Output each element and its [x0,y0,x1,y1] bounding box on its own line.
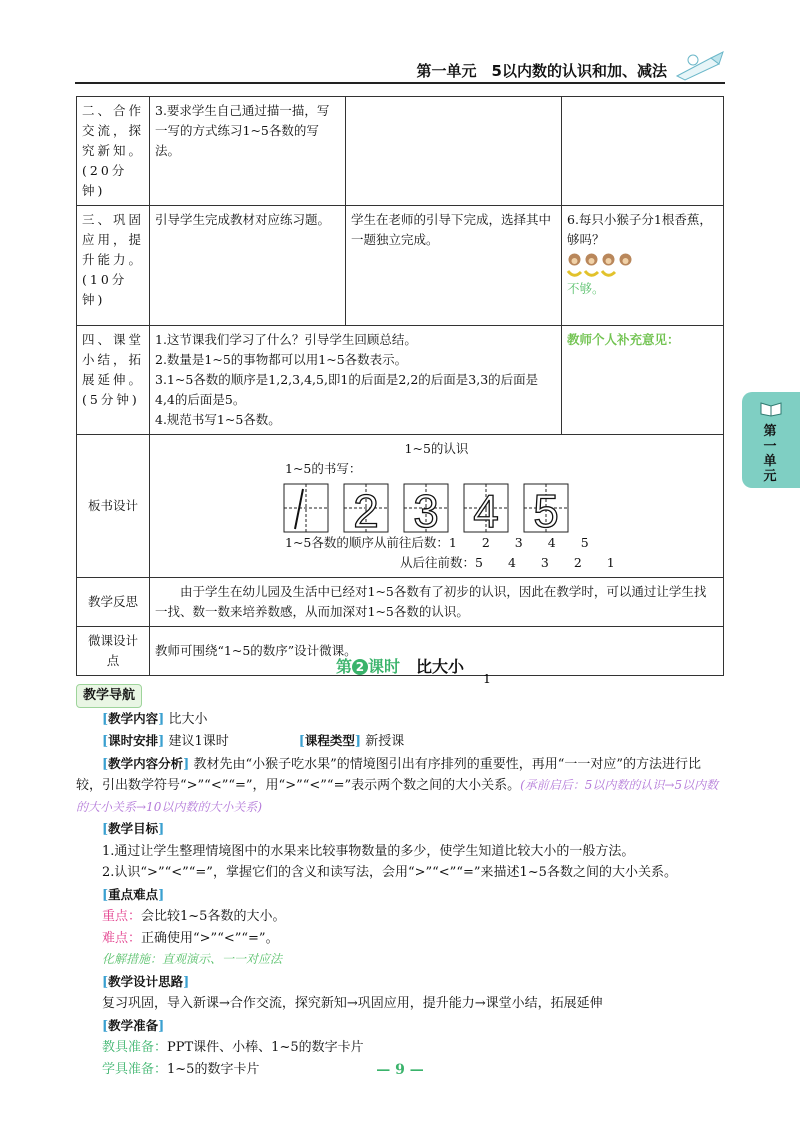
banana-icon [567,269,582,279]
content-value: 比大小 [168,711,208,727]
digit-4: 4 [473,485,499,537]
teacher-note-label: 教师个人补充意见： [567,332,680,347]
type-label: 课程类型 [304,733,355,748]
design-label: 教学设计思路 [108,973,184,989]
tab-label: 第一单元 [763,424,777,484]
bananas-illustration [567,269,718,279]
monkey-icon [567,252,582,267]
digit-3-tile [403,483,449,537]
reflect-text: 由于学生在幼儿园及生活中已经对1~5各数有了初步的认识，因此在教学时，可以通过让学生找一找、数一数来培养数感，从而加深对1~5各数的认识。 [150,578,724,627]
stage-cell: 二、合作交流，探究新知。(20分钟) [77,97,150,206]
monkeys-illustration [567,252,718,267]
key-label: 重点难点 [108,886,159,902]
teacher-prep-tag: 教具准备： [102,1040,168,1055]
design-cell [562,206,724,326]
table-row [77,206,724,326]
micro-text: 教师可围绕“1~5的数序”设计微课。 [150,627,724,676]
summary-item: 3.1~5各数的顺序是1,2,3,4,5,即1的后面是2,2的后面是3,3的后面是4,4的后面是5。 [155,372,539,407]
teaching-guide: 教学导航 [教学内容] 比大小 [课时安排] 建议1课时 [课程类型] 新授课 [教学内容分析] 教材先由“小猴子吃水果”的情境图引出有序排列的重要性，再用“一一对应”的方法进行比较，引出数学符号“>”“<”“=”，用“>”“<”“=”表示两个数之间的大小关系。(承前启后：5以内数的认识→5以内数的大小关系→10以内数的大小关系) [教学目标] 1.通过让学生整理情境图中的水果来比较事物数量的多少，使学生知道比较大小的一般方法。 2.认识“>”“<”“=”，掌握它们的含义和读写法，会用“>”“<”“=”来描述1~5各数之间的大小关系。 [重点难点] 重点：会比较1~5各数的大小。 难点：正确使用“>”“<”“=”。 化解措施：直观演示、一一对应法 [教学设计思路] 复习巩固，导入新课→合作交流，探究新知→巩固应用，提升能力→课堂小结，拓展延伸 [教学准备] 教具准备：PPT课件、小棒、1~5的数字卡片 学具准备：1~5的数字卡片 [76,684,724,1080]
strategy-note: 化解措施：直观演示、一一对应法 [102,952,283,966]
design-text: 复习巩固，导入新课→合作交流，探究新知→巩固应用，提升能力→课堂小结，拓展延伸 [102,996,603,1011]
goal-item: 2.认识“>”“<”“=”，掌握它们的含义和读写法，会用“>”“<”“=”来描述1~5各数之间的大小关系。 [102,865,677,880]
banana-icon [601,269,616,279]
stage-cell: 三、巩固应用，提升能力。(10分钟) [77,206,150,326]
table-row [77,435,724,578]
monkey-icon [601,252,616,267]
digit-2: 2 [353,485,379,537]
digit-1: 1 [483,671,491,686]
unit-side-tab [742,392,800,488]
analysis-label: 教学内容分析 [108,755,184,771]
digit-2-tile [343,483,389,537]
micro-label: 微课设计点 [77,627,150,676]
design-cell [562,97,724,206]
key-point-tag: 重点： [102,909,142,924]
student-prep-tag: 学具准备： [102,1061,168,1077]
difficulty: 正确使用“>”“<”“=”。 [141,930,279,946]
teacher-cell: 引导学生完成教材对应练习题。 [150,206,346,326]
monkey-icon [618,252,633,267]
order-forward: 1~5各数的顺序从前往后数：1 2 3 4 5 [285,535,589,550]
lesson-number: 2 [352,659,368,675]
teacher-prep: PPT课件、小棒、1~5的数字卡片 [167,1040,364,1055]
lesson-prefix: 第 [335,657,352,676]
reflect-label: 教学反思 [77,578,150,627]
header-title: 第一单元 5以内数的认识和加、减法 [416,62,667,80]
teacher-cell: 3.要求学生自己通过描一描，写一写的方式练习1~5各数的写法。 [150,97,346,206]
banana-icon [584,269,599,279]
page-number: — 9 — [376,1062,424,1078]
board-title: 1~5的认识 [404,441,469,456]
book-icon [760,400,782,416]
key-point: 会比较1~5各数的大小。 [141,909,286,924]
lesson-name: 比大小 [416,657,465,676]
lesson-title [0,654,800,677]
type-value: 新授课 [365,734,405,749]
table-row [77,578,724,627]
digit-3: 3 [413,485,439,537]
difficulty-tag: 难点： [102,930,142,946]
analysis-text: 教材先由“小猴子吃水果”的情境图引出有序排列的重要性，再用“一一对应”的方法进行比较，引出数学符号“>”“<”“=”，用“>”“<”“=”表示两个数之间的大小关系。 [76,756,702,793]
summary-item: 4.规范书写1~5各数。 [155,412,281,427]
table-row [77,97,724,206]
order-backward: 从后往前数：5 4 3 2 1 [400,555,615,570]
content-label: 教学内容 [108,710,159,726]
goals-label: 教学目标 [108,821,159,836]
note-cell [562,326,724,435]
summary-cell [150,326,562,435]
student-cell [346,97,562,206]
monkey-icon [584,252,599,267]
board-subtitle: 1~5的书写： [285,461,362,476]
nav-badge: 教学导航 [76,684,142,708]
exercise-answer: 不够。 [567,281,605,296]
board-label: 板书设计 [77,435,150,578]
digit-5: 5 [533,485,559,537]
hours-label: 课时安排 [108,733,159,748]
summary-item: 2.数量是1~5的事物都可以用1~5各数表示。 [155,352,408,367]
stage-cell: 四、课堂小结，拓展延伸。(5分钟) [77,326,150,435]
analysis-note: (承前启后：5以内数的认识→5以内数的大小关系→10以内数的大小关系) [76,778,719,814]
pencil-deco-icon [673,50,725,80]
digit-4-tile [463,483,509,537]
exercise-question: 6.每只小猴子分1根香蕉，够吗？ [567,212,712,247]
lesson-plan-table [76,96,724,686]
lesson-suffix: 课时 [367,657,400,676]
prep-label: 教学准备 [108,1017,159,1033]
digit-5-tile [523,483,569,537]
student-prep: 1~5的数字卡片 [167,1061,260,1077]
hours-value: 建议1课时 [168,734,229,749]
goal-item: 1.通过让学生整理情境图中的水果来比较事物数量的多少，使学生知道比较大小的一般方法。 [102,843,635,859]
summary-item: 1.这节课我们学习了什么？引导学生回顾总结。 [155,332,417,347]
table-row [77,326,724,435]
page-header [75,58,725,84]
student-cell: 学生在老师的引导下完成，选择其中一题独立完成。 [346,206,562,326]
